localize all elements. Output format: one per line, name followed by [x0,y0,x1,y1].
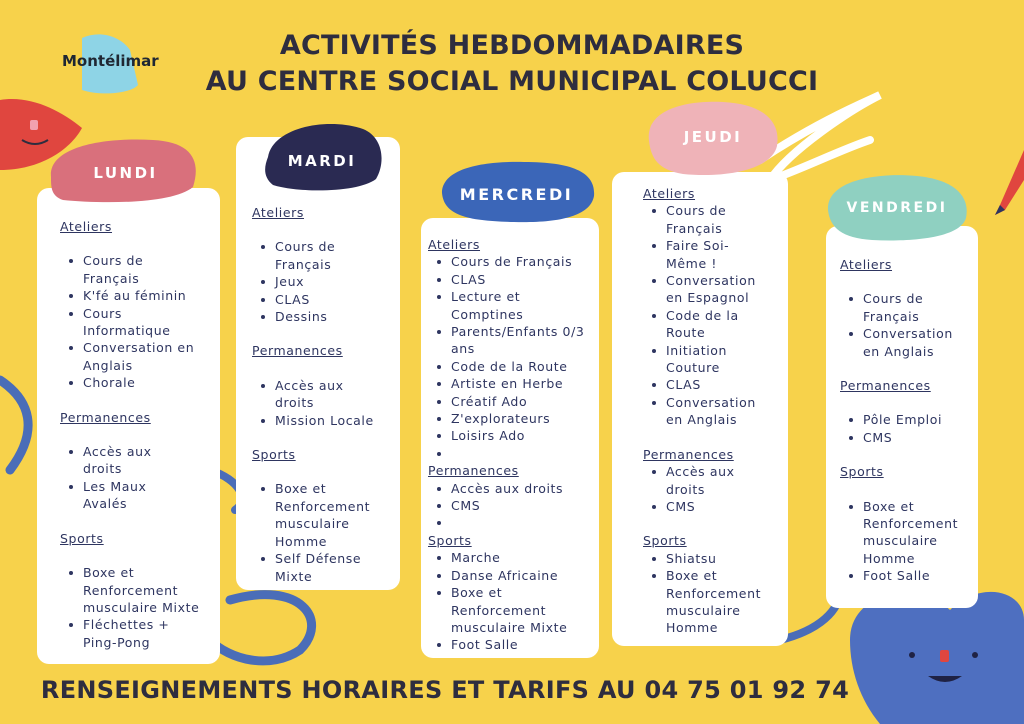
list-item: Foot Salle [451,636,599,653]
list-item: Loisirs Ado [451,427,599,444]
section-title-sports: Sports [643,533,687,549]
card-mercredi [421,218,599,658]
list-item: Z'explorateurs [451,410,599,427]
title-line-2: AU CENTRE SOCIAL MUNICIPAL COLUCCI [205,66,819,97]
list-item: Accès aux droits [666,463,756,498]
list-item: Code de la Route [451,358,599,375]
list-item: Cours de Français [83,252,203,287]
list-sports [252,480,400,584]
card-vendredi [826,226,978,608]
list-item: CLAS [666,376,788,393]
list-item: Cours Informatique [83,305,183,340]
list-ateliers [840,290,978,360]
page-title [0,28,1024,100]
section-title-sports: Sports [60,530,104,546]
section-title-permanences: Permanences [428,463,519,479]
list-item: Foot Salle [863,567,978,584]
card-jeudi [612,172,788,646]
list-item: Accès aux droits [275,377,365,412]
list-item: Cours de Français [863,290,963,325]
list-item: Cours de Français [275,238,375,273]
section-title-permanences: Permanences [643,446,734,462]
list-item: Artiste en Herbe [451,375,599,392]
list-item: CMS [863,429,978,446]
day-label-jeudi: JEUDI [683,128,743,146]
list-item: Conversation en Anglais [863,325,973,360]
list-item: Conversation en Anglais [83,339,203,374]
list-item: Boxe et Renforcement musculaire Homme [275,480,385,550]
footer-contact: RENSEIGNEMENTS HORAIRES ET TARIFS AU 04 75 01 92 74 [40,676,850,704]
section-title-permanences: Permanences [60,409,151,425]
list-sports [428,549,599,653]
list-item: Jeux [275,273,400,290]
section-title-ateliers: Ateliers [252,205,305,220]
day-label-mardi: MARDI [287,152,357,170]
list-item: Shiatsu [666,550,788,567]
list-ateliers [252,238,400,325]
list-permanences [840,411,978,446]
list-item: Parents/Enfants 0/3 ans [451,323,601,358]
list-item: Pôle Emploi [863,411,978,428]
card-lundi [37,188,220,664]
section-title-ateliers: Ateliers [428,237,481,252]
list-item: Lecture et Comptines [451,288,561,323]
list-item: Créatif Ado [451,393,599,410]
list-item: Fléchettes + Ping-Pong [83,616,183,651]
section-title-ateliers: Ateliers [840,257,893,272]
list-item: Marche [451,549,599,566]
list-item: CLAS [451,271,599,288]
list-item: CMS [666,498,788,515]
list-permanences [252,377,400,429]
list-ateliers [60,252,220,391]
list-item: Cours de Français [451,253,599,270]
list-permanences [60,443,220,513]
section-title-ateliers: Ateliers [60,219,113,234]
list-item: Cours de Français [666,202,766,237]
list-item: Accès aux droits [451,480,599,497]
list-permanences [643,463,788,515]
list-item: Conversation en Anglais [666,394,776,429]
list-item: Boxe et Renforcement musculaire Mixte [83,564,203,616]
list-item: CLAS [275,291,400,308]
list-sports [60,564,220,651]
section-title-sports: Sports [840,464,884,480]
day-label-lundi: LUNDI [93,164,158,182]
list-item: Accès aux droits [83,443,173,478]
title-line-1: ACTIVITÉS HEBDOMMADAIRES [279,30,745,61]
list-item: Boxe et Renforcement musculaire Homme [666,567,776,637]
list-item [451,514,599,531]
list-item: Chorale [83,374,203,391]
list-sports [840,498,978,585]
list-item: Faire Soi-Même ! [666,237,756,272]
list-item: Les Maux Avalés [83,478,163,513]
list-item: Code de la Route [666,307,756,342]
section-title-ateliers: Ateliers [643,186,696,201]
list-ateliers [428,253,599,462]
section-title-sports: Sports [428,532,472,548]
list-permanences [428,480,599,532]
list-sports [643,550,788,637]
section-title-permanences: Permanences [252,343,343,359]
list-item: K'fé au féminin [83,287,203,304]
logo-text: Montélimar [62,52,159,70]
list-item: Self Défense Mixte [275,550,385,585]
list-item: CMS [451,497,599,514]
list-item [451,445,599,462]
list-item: Boxe et Renforcement musculaire Mixte [451,584,581,636]
section-title-permanences: Permanences [840,378,931,394]
list-item: Conversation en Espagnol [666,272,776,307]
list-item: Boxe et Renforcement musculaire Homme [863,498,973,568]
list-item: Mission Locale [275,412,395,429]
list-item: Dessins [275,308,400,325]
day-label-mercredi: MERCREDI [459,185,574,204]
section-title-sports: Sports [252,447,296,463]
list-item: Danse Africaine [451,567,599,584]
card-mardi [236,137,400,590]
list-item: Initiation Couture [666,342,756,377]
day-label-vendredi: VENDREDI [846,200,948,216]
list-ateliers [643,202,788,428]
